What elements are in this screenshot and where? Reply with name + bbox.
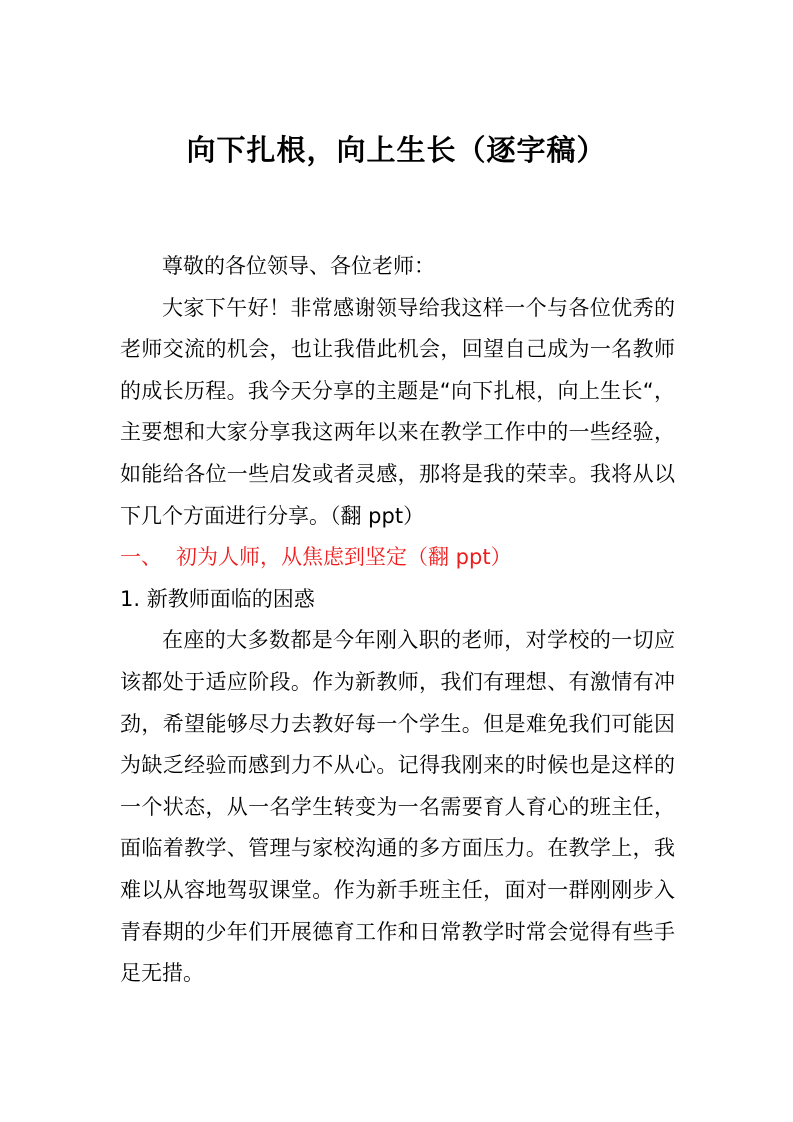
document-body [120,246,675,995]
salutation: 尊敬的各位领导、各位老师： [162,254,435,278]
intro-paragraph: 大家下午好！非常感谢领导给我这样一个与各位优秀的老师交流的机会，也让我借此机会，回望自己成为一名教师的成长历程。我今天分享的主题是“向下扎根，向上生长“，主要想和大家分享我这两年以来在教学工作中的一些经验，如能给各位一些启发或者灵感，那将是我的荣幸。我将从以下几个方面进行分享。（翻 ppt） [120,295,675,528]
section-heading [120,537,675,579]
document-title: 向下扎根，向上生长（逐字稿） [186,133,607,167]
section-heading-text: 初为人师，从焦虑到坚定（翻 ppt） [176,545,512,570]
section-number: 一、 [120,545,162,570]
body-paragraph: 在座的大多数都是今年刚入职的老师，对学校的一切应该都处于适应阶段。作为新教师，我们有理想、有激情有冲劲，希望能够尽力去教好每一个学生。但是难免我们可能因为缺乏经验而感到力不从心。记得我刚来的时候也是这样的一个状态，从一名学生转变为一名需要育人育心的班主任，面临着教学、管理与家校沟通的多方面压力。在教学上，我难以从容地驾驭课堂。作为新手班主任，面对一群刚刚步入青春期的少年们开展德育工作和日常教学时常会觉得有些手足无措。 [120,628,675,986]
subsection-heading: 1. 新教师面临的困惑 [120,586,315,611]
